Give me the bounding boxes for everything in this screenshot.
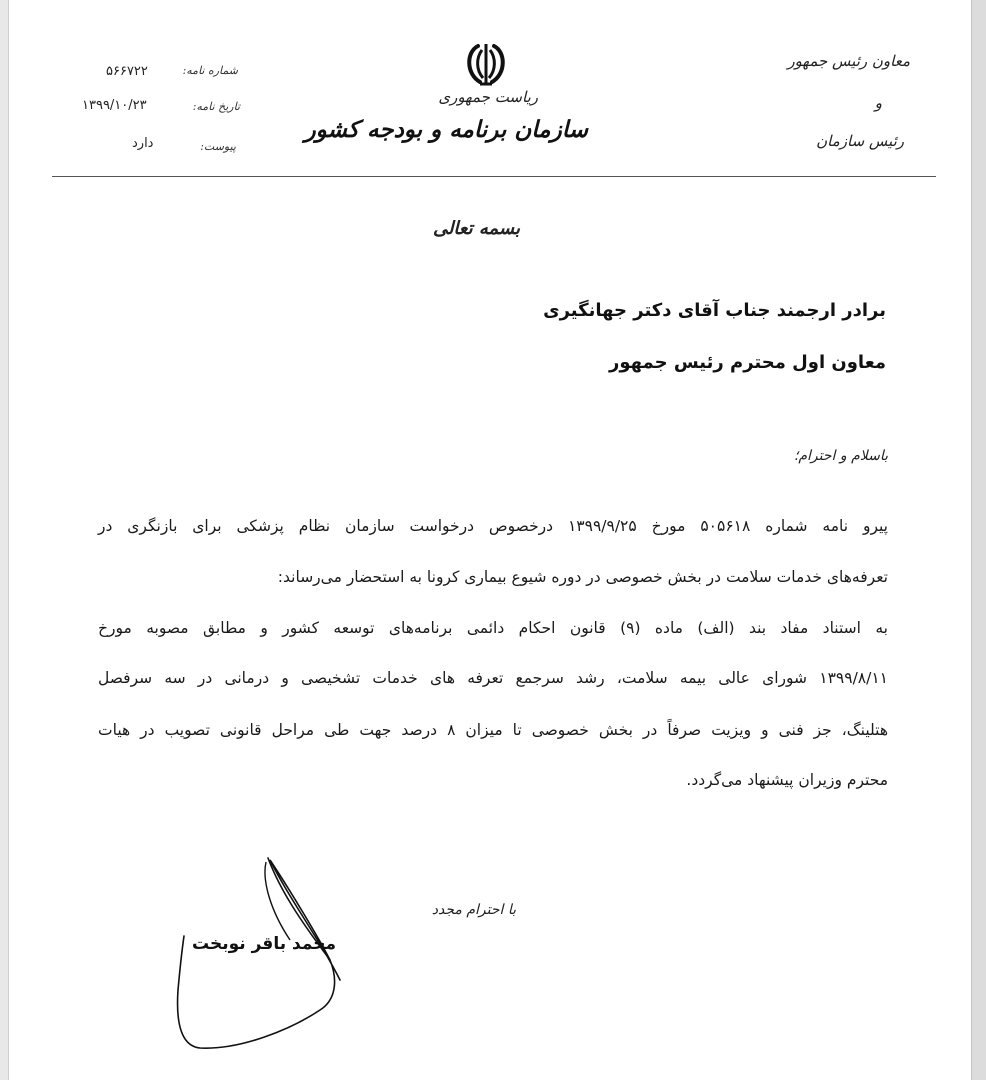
- page-edge-left: [0, 0, 9, 1080]
- body-line: به استناد مفاد بند (الف) ماده (۹) قانون احکام دائمی برنامه‌های توسعه کشور و مطابق مصوبه مورخ: [98, 619, 888, 637]
- org-name: سازمان برنامه و بودجه کشور: [304, 116, 588, 143]
- closing-phrase: با احترام مجدد: [431, 902, 516, 918]
- body-line: پیرو نامه شماره ۵۰۵۶۱۸ مورخ ۱۳۹۹/۹/۲۵ درخصوص درخواست سازمان نظام پزشکی برای بازنگری در: [98, 517, 888, 535]
- attachment-value: دارد: [132, 136, 154, 151]
- letter-date-label: تاریخ نامه:: [192, 100, 240, 113]
- header-title-line2: و: [874, 94, 882, 112]
- signer-name: محمد باقر نوبخت: [192, 934, 336, 954]
- body-line: هتلینگ، جز فنی و ویزیت صرفاً در بخش خصوصی تا میزان ۸ درصد جهت طی مراحل قانونی تصویب در هیات: [98, 721, 888, 739]
- bismillah-heading: بسمه تعالی: [432, 218, 520, 239]
- body-line: ۱۳۹۹/۸/۱۱ شورای عالی بیمه سلامت، رشد سرجمع تعرفه های خدمات تشخیصی و درمانی در سه سرفصل: [98, 669, 888, 687]
- attachment-label: پیوست:: [200, 140, 236, 153]
- letter-number-label: شماره نامه:: [182, 64, 238, 77]
- org-subtitle: ریاست جمهوری: [438, 88, 538, 106]
- iran-emblem-icon: [460, 40, 512, 88]
- body-line: تعرفه‌های خدمات سلامت در بخش خصوصی در دوره شیوع بیماری کرونا به استحضار می‌رساند:: [277, 568, 888, 586]
- signature-scribble-icon: [170, 850, 360, 1060]
- header-divider: [52, 176, 936, 177]
- greeting: باسلام و احترام؛: [793, 448, 888, 464]
- header-title-line3: رئیس سازمان: [816, 132, 904, 150]
- header-title-line1: معاون رئیس جمهور: [787, 52, 910, 70]
- letter-date-value: ۱۳۹۹/۱۰/۲۳: [82, 98, 147, 113]
- letter-number-value: ۵۶۶۷۲۲: [106, 64, 148, 79]
- addressee-line2: معاون اول محترم رئیس جمهور: [609, 352, 886, 373]
- addressee-line1: برادر ارجمند جناب آقای دکتر جهانگیری: [543, 300, 886, 321]
- body-line: محترم وزیران پیشنهاد می‌گردد.: [686, 771, 888, 789]
- page-edge-right: [971, 0, 986, 1080]
